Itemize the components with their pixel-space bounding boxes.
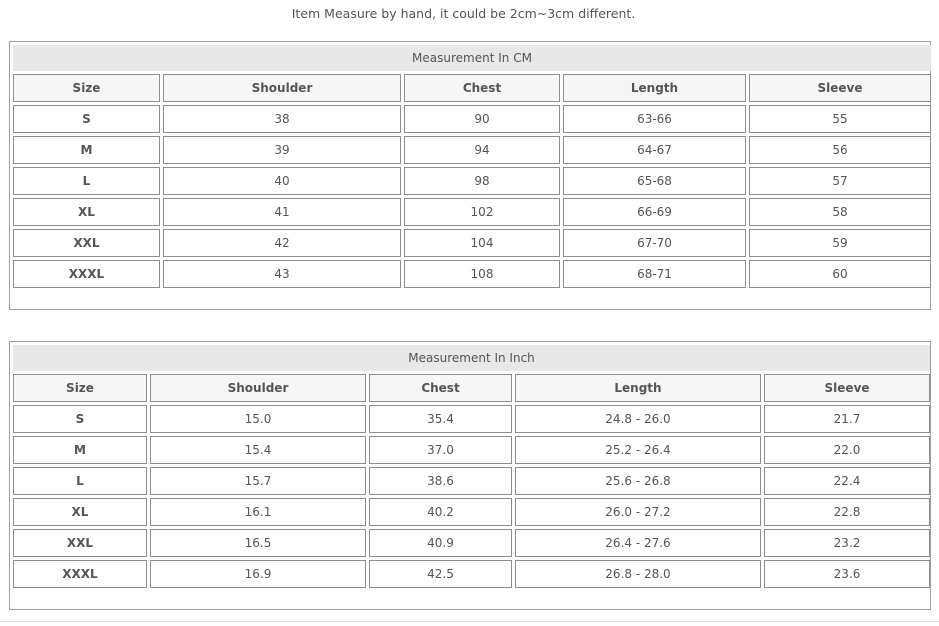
size-cell: XL (13, 198, 160, 226)
length-cell: 25.6 - 26.8 (515, 467, 761, 495)
length-cell: 68-71 (563, 260, 746, 288)
length-cell: 65-68 (563, 167, 746, 195)
sleeve-cell: 22.4 (764, 467, 930, 495)
header-sleeve: Sleeve (764, 374, 930, 402)
inch-size-table (9, 341, 931, 610)
shoulder-cell: 16.1 (150, 498, 366, 526)
chest-cell: 94 (404, 136, 560, 164)
shoulder-cell: 40 (163, 167, 401, 195)
sleeve-cell: 60 (749, 260, 931, 288)
length-cell: 64-67 (563, 136, 746, 164)
header-chest: Chest (404, 74, 560, 102)
chest-cell: 108 (404, 260, 560, 288)
sleeve-cell: 22.0 (764, 436, 930, 464)
chest-cell: 102 (404, 198, 560, 226)
size-cell: XXL (13, 529, 147, 557)
inch-table-title: Measurement In Inch (13, 345, 930, 371)
table-row (13, 136, 931, 164)
sleeve-cell: 22.8 (764, 498, 930, 526)
sleeve-cell: 55 (749, 105, 931, 133)
sleeve-cell: 21.7 (764, 405, 930, 433)
table-row (13, 105, 931, 133)
length-cell: 26.4 - 27.6 (515, 529, 761, 557)
sleeve-cell: 23.6 (764, 560, 930, 588)
table-row (13, 467, 930, 495)
shoulder-cell: 15.0 (150, 405, 366, 433)
size-cell: XXXL (13, 560, 147, 588)
header-chest: Chest (369, 374, 512, 402)
length-cell: 63-66 (563, 105, 746, 133)
length-cell: 66-69 (563, 198, 746, 226)
bottom-divider (0, 621, 939, 622)
table-row (13, 436, 930, 464)
size-cell: S (13, 105, 160, 133)
header-shoulder: Shoulder (163, 74, 401, 102)
sleeve-cell: 57 (749, 167, 931, 195)
table-row (13, 405, 930, 433)
table-row (13, 529, 930, 557)
chest-cell: 104 (404, 229, 560, 257)
shoulder-cell: 38 (163, 105, 401, 133)
size-cell: M (13, 136, 160, 164)
header-length: Length (515, 374, 761, 402)
sleeve-cell: 56 (749, 136, 931, 164)
size-cell: L (13, 467, 147, 495)
table-row (13, 167, 931, 195)
chest-cell: 42.5 (369, 560, 512, 588)
length-cell: 26.0 - 27.2 (515, 498, 761, 526)
table-row (13, 198, 931, 226)
header-sleeve: Sleeve (749, 74, 931, 102)
header-shoulder: Shoulder (150, 374, 366, 402)
shoulder-cell: 43 (163, 260, 401, 288)
header-size: Size (13, 374, 147, 402)
shoulder-cell: 41 (163, 198, 401, 226)
shoulder-cell: 15.4 (150, 436, 366, 464)
shoulder-cell: 15.7 (150, 467, 366, 495)
chest-cell: 98 (404, 167, 560, 195)
length-cell: 25.2 - 26.4 (515, 436, 761, 464)
table-row (13, 560, 930, 588)
table-row (13, 260, 931, 288)
sleeve-cell: 23.2 (764, 529, 930, 557)
length-cell: 26.8 - 28.0 (515, 560, 761, 588)
shoulder-cell: 16.9 (150, 560, 366, 588)
table-row (13, 229, 931, 257)
chest-cell: 38.6 (369, 467, 512, 495)
size-cell: L (13, 167, 160, 195)
sleeve-cell: 59 (749, 229, 931, 257)
size-cell: XXL (13, 229, 160, 257)
size-cell: S (13, 405, 147, 433)
cm-header-row (13, 74, 931, 102)
header-length: Length (563, 74, 746, 102)
shoulder-cell: 42 (163, 229, 401, 257)
chest-cell: 40.2 (369, 498, 512, 526)
length-cell: 24.8 - 26.0 (515, 405, 761, 433)
chest-cell: 35.4 (369, 405, 512, 433)
chest-cell: 37.0 (369, 436, 512, 464)
cm-size-table (9, 41, 931, 310)
measurement-note: Item Measure by hand, it could be 2cm~3cm different. (291, 6, 636, 21)
size-cell: M (13, 436, 147, 464)
cm-table-title: Measurement In CM (13, 45, 931, 71)
header-size: Size (13, 74, 160, 102)
shoulder-cell: 39 (163, 136, 401, 164)
inch-header-row (13, 374, 930, 402)
chest-cell: 90 (404, 105, 560, 133)
sleeve-cell: 58 (749, 198, 931, 226)
shoulder-cell: 16.5 (150, 529, 366, 557)
table-row (13, 498, 930, 526)
size-cell: XXXL (13, 260, 160, 288)
chest-cell: 40.9 (369, 529, 512, 557)
size-cell: XL (13, 498, 147, 526)
length-cell: 67-70 (563, 229, 746, 257)
